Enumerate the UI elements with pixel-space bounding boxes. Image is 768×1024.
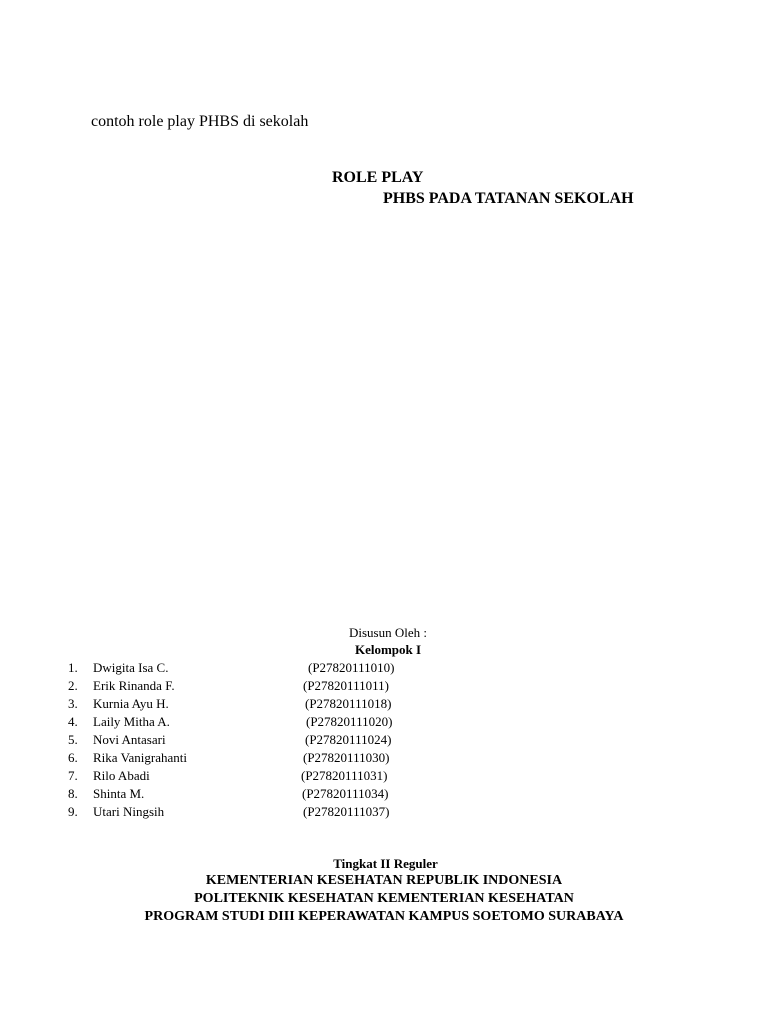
list-item — [0, 804, 768, 822]
member-number: 6. — [68, 750, 78, 765]
member-number: 3. — [68, 696, 78, 711]
member-number: 2. — [68, 678, 78, 693]
member-id: (P27820111034) — [302, 786, 389, 801]
list-item — [0, 750, 768, 768]
member-id: (P27820111037) — [303, 804, 390, 819]
member-name: Kurnia Ayu H. — [93, 696, 169, 711]
member-id: (P27820111031) — [301, 768, 388, 783]
member-name: Erik Rinanda F. — [93, 678, 175, 693]
member-number: 7. — [68, 768, 78, 783]
member-id: (P27820111011) — [303, 678, 389, 693]
member-number: 4. — [68, 714, 78, 729]
list-item — [0, 696, 768, 714]
list-item — [0, 714, 768, 732]
footer-polytechnic: POLITEKNIK KESEHATAN KEMENTERIAN KESEHATAN — [194, 891, 574, 906]
member-name: Dwigita Isa C. — [93, 660, 169, 675]
footer-program: PROGRAM STUDI DIII KEPERAWATAN KAMPUS SOETOMO SURABAYA — [144, 909, 624, 924]
title-role-play: ROLE PLAY — [332, 169, 424, 186]
list-item — [0, 768, 768, 786]
member-name: Utari Ningsih — [93, 804, 165, 819]
member-id: (P27820111024) — [305, 732, 392, 747]
list-item — [0, 786, 768, 804]
member-id: (P27820111018) — [305, 696, 392, 711]
list-item — [0, 678, 768, 696]
list-item — [0, 660, 768, 678]
member-number: 5. — [68, 732, 78, 747]
group-name: Kelompok I — [354, 642, 422, 657]
member-id: (P27820111030) — [303, 750, 390, 765]
footer-level: Tingkat II Reguler — [333, 856, 438, 871]
member-number: 8. — [68, 786, 78, 801]
compiled-by-label: Disusun Oleh : — [349, 625, 427, 640]
member-name: Novi Antasari — [93, 732, 166, 747]
member-number: 9. — [68, 804, 78, 819]
member-id: (P27820111010) — [308, 660, 395, 675]
member-number: 1. — [68, 660, 78, 675]
member-id: (P27820111020) — [306, 714, 393, 729]
document-heading: contoh role play PHBS di sekolah — [91, 113, 309, 130]
list-item — [0, 732, 768, 750]
title-subtitle: PHBS PADA TATANAN SEKOLAH — [383, 190, 634, 207]
member-name: Rilo Abadi — [93, 768, 150, 783]
member-name: Shinta M. — [93, 786, 145, 801]
footer-ministry: KEMENTERIAN KESEHATAN REPUBLIK INDONESIA — [205, 873, 563, 888]
member-name: Laily Mitha A. — [93, 714, 170, 729]
member-name: Rika Vanigrahanti — [93, 750, 187, 765]
